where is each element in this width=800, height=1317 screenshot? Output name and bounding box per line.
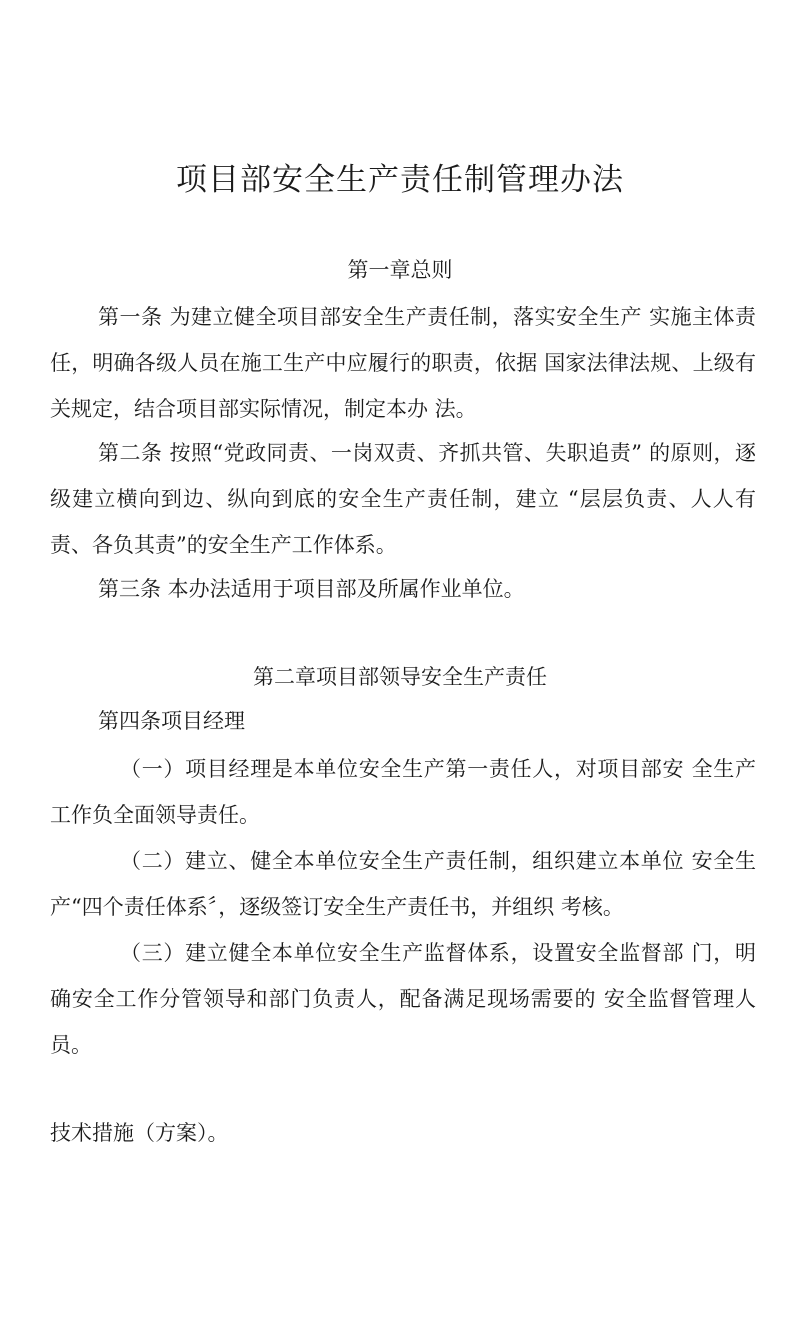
footer-note: 技术措施（方案）。	[50, 1121, 229, 1145]
article-3: 第三条 本办法适用于项目部及所属作业单位。	[98, 577, 525, 601]
article-4-item-1: （一）项目经理是本单位安全生产第一责任人，对项目部安 全生产工作负全面领导责任。	[50, 757, 756, 827]
article-1: 第一条 为建立健全项目部安全生产责任制，落实安全生产 实施主体责任，明确各级人员在施工生产中应履行的职责，依据 国家法律法规、上级有关规定，结合项目部实际情况，制定本办 法。	[50, 305, 756, 421]
article-4-title: 第四条项目经理	[98, 709, 245, 733]
chapter-2-heading: 第二章项目部领导安全生产责任	[253, 665, 547, 689]
chapter-1-heading: 第一章总则	[347, 258, 453, 282]
document-title: 项目部安全生产责任制管理办法	[176, 162, 624, 198]
article-4-item-3: （三）建立健全本单位安全生产监督体系，设置安全监督部 门，明确安全工作分管领导和部门负责人，配备满足现场需要的 安全监督管理人员。	[50, 941, 756, 1057]
article-4-item-2: （二）建立、健全本单位安全生产责任制，组织建立本单位 安全生产“四个责任体系〞，逐级签订安全生产责任书，并组织 考核。	[50, 849, 756, 919]
article-2: 第二条 按照“党政同责、一岗双责、齐抓共管、失职追责” 的原则，逐级建立横向到边、纵向到底的安全生产责任制，建立 “层层负责、人人有责、各负其责”的安全生产工作体系。	[50, 441, 756, 557]
